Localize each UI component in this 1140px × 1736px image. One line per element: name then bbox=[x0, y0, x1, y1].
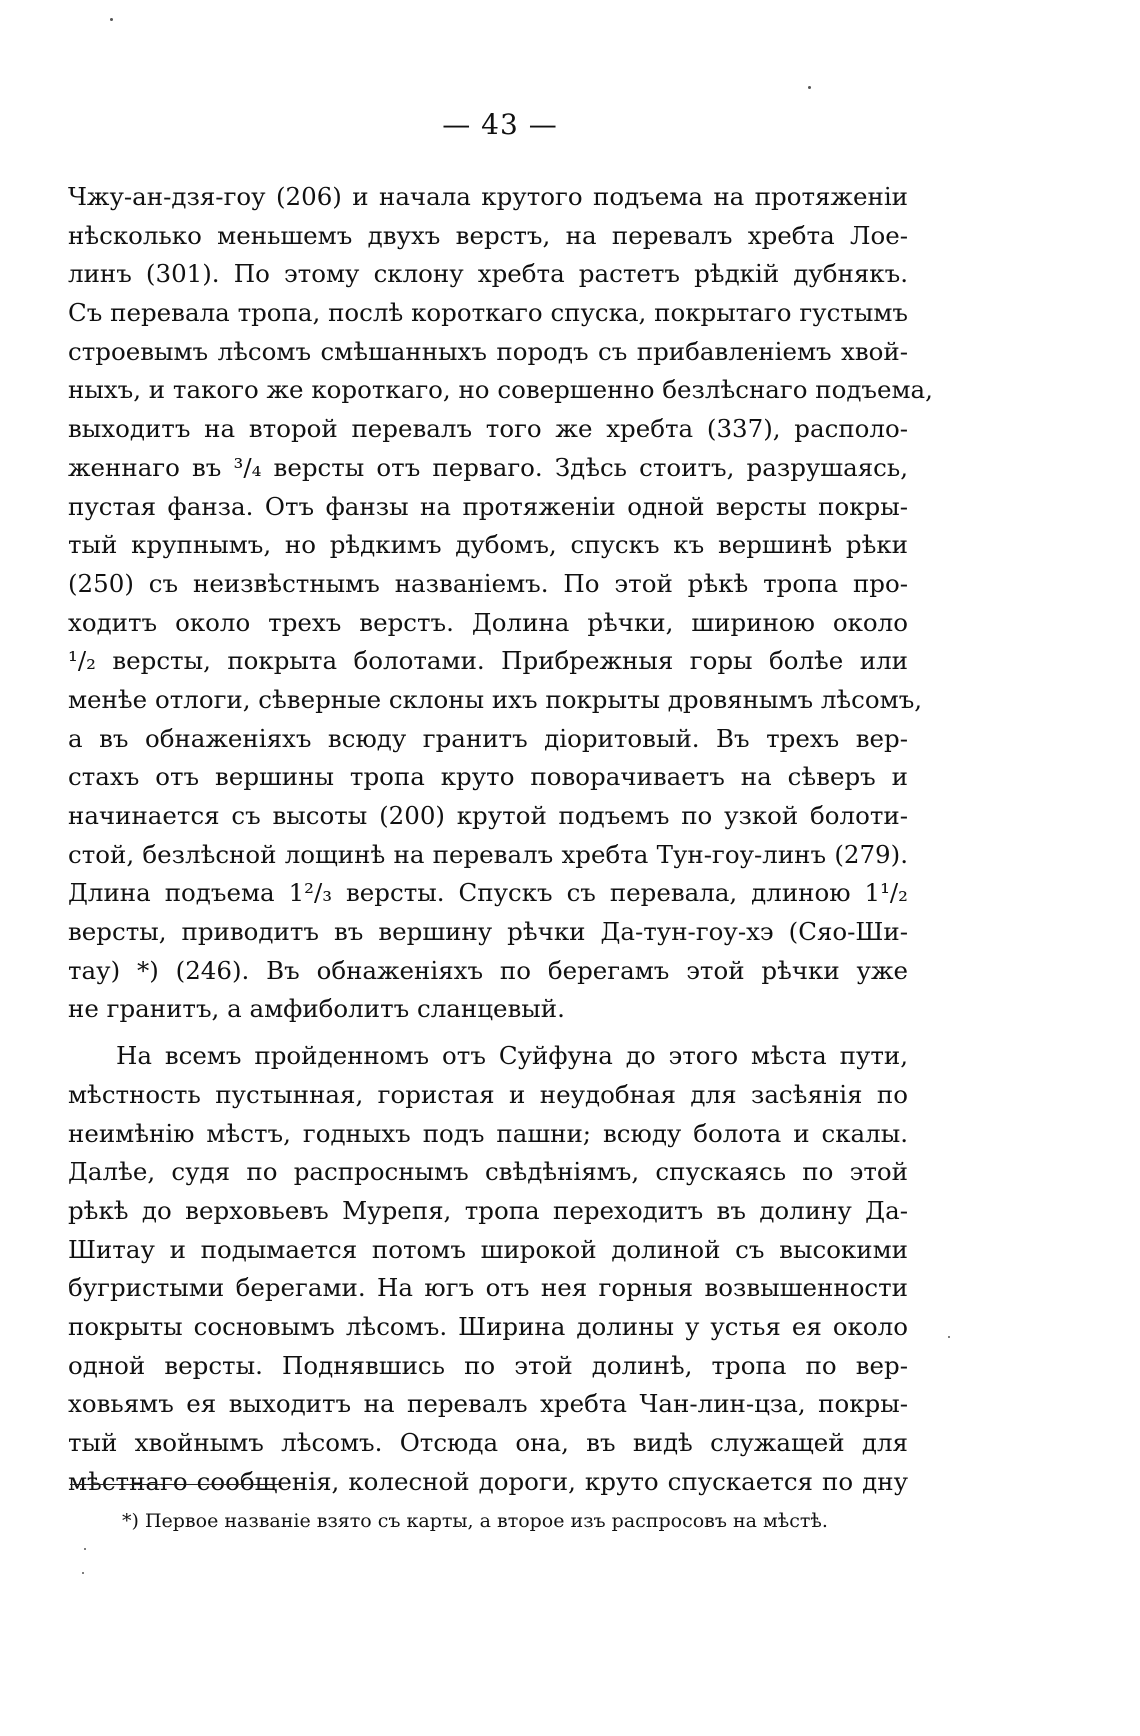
text-line: (250) съ неизвѣстнымъ названіемъ. По этой рѣкѣ тропа про- bbox=[68, 568, 908, 598]
scan-speck bbox=[948, 1336, 950, 1338]
footnote: *) Первое названіе взято съ карты, а второе изъ распросовъ на мѣстѣ. bbox=[122, 1510, 828, 1532]
text-line: рѣкѣ до верховьевъ Мурепя, тропа переходитъ въ долину Да- bbox=[68, 1195, 908, 1225]
paragraph-spacer bbox=[68, 1029, 908, 1037]
text-line: пустая фанза. Отъ фанзы на протяженіи одной версты покры- bbox=[68, 491, 908, 521]
text-line: выходитъ на второй перевалъ того же хребта (337), располо- bbox=[68, 414, 908, 444]
text-line: Съ перевала тропа, послѣ короткаго спуска, покрытаго густымъ bbox=[68, 298, 908, 328]
text-line: ховьямъ ея выходитъ на перевалъ хребта Чан-лин-цза, покры- bbox=[68, 1389, 908, 1419]
scan-speck bbox=[110, 18, 113, 21]
text-line: бугристыми берегами. На югъ отъ нея горныя возвышенности bbox=[68, 1273, 908, 1303]
scan-speck bbox=[84, 1548, 86, 1550]
text-line: женнаго въ ³/₄ версты отъ перваго. Здѣсь стоитъ, разрушаясь, bbox=[68, 452, 908, 482]
text-line: неимѣнію мѣстъ, годныхъ подъ пашни; всюду болота и скалы. bbox=[68, 1118, 908, 1148]
text-line: мѣстнаго сообщенія, колесной дороги, круто спускается по дну bbox=[68, 1466, 908, 1496]
text-line: не гранитъ, а амфиболитъ сланцевый. bbox=[68, 994, 565, 1024]
text-line: Далѣе, судя по распроснымъ свѣдѣніямъ, спускаясь по этой bbox=[68, 1157, 908, 1187]
scan-speck bbox=[808, 86, 811, 89]
text-line: тый крупнымъ, но рѣдкимъ дубомъ, спускъ къ вершинѣ рѣки bbox=[68, 530, 908, 560]
text-line: ныхъ, и такого же короткаго, но совершенно безлѣснаго подъема, bbox=[68, 375, 933, 405]
text-line: одной версты. Поднявшись по этой долинѣ, тропа по вер- bbox=[68, 1350, 908, 1380]
text-line: На всемъ пройденномъ отъ Суйфуна до этого мѣста пути, bbox=[116, 1041, 908, 1071]
text-line: начинается съ высоты (200) крутой подъемъ по узкой болоти- bbox=[68, 801, 908, 830]
paragraph-2 bbox=[68, 1037, 908, 1501]
text-line: тау) *) (246). Въ обнаженіяхъ по берегамъ этой рѣчки уже bbox=[68, 955, 908, 985]
text-line: ходитъ около трехъ верстъ. Долина рѣчки, шириною около bbox=[68, 607, 908, 637]
footnote-divider bbox=[70, 1484, 280, 1485]
text-line: Шитау и подымается потомъ широкой долиной съ высокими bbox=[68, 1234, 908, 1264]
paragraph-1 bbox=[68, 178, 933, 1029]
text-line: стахъ отъ вершины тропа круто поворачиваетъ на сѣверъ и bbox=[68, 762, 908, 792]
text-line: Чжу-ан-дзя-гоу (206) и начала крутого подъема на протяженіи bbox=[68, 182, 908, 211]
scan-speck bbox=[82, 1572, 84, 1574]
text-line: строевымъ лѣсомъ смѣшанныхъ породъ съ прибавленіемъ хвой- bbox=[68, 336, 908, 366]
text-line: ¹/₂ версты, покрыта болотами. Прибрежныя горы болѣе или bbox=[68, 646, 908, 676]
text-line: мѣстность пустынная, гористая и неудобная для засѣянія по bbox=[68, 1079, 908, 1109]
main-text bbox=[68, 178, 933, 1501]
text-line: нѣсколько меньшемъ двухъ верстъ, на перевалъ хребта Лое- bbox=[68, 220, 908, 250]
text-line: стой, безлѣсной лощинѣ на перевалъ хребта Тун-гоу-линъ (279). bbox=[68, 839, 908, 869]
text-line: покрыты сосновымъ лѣсомъ. Ширина долины у устья ея около bbox=[68, 1311, 908, 1341]
text-line: Длина подъема 1²/₃ версты. Спускъ съ перевала, длиною 1¹/₂ bbox=[68, 878, 908, 908]
text-line: а въ обнаженіяхъ всюду гранитъ діоритовый. Въ трехъ вер- bbox=[68, 723, 908, 753]
text-line: менѣе отлоги, сѣверные склоны ихъ покрыты дровянымъ лѣсомъ, bbox=[68, 684, 923, 714]
text-line: тый хвойнымъ лѣсомъ. Отсюда она, въ видѣ служащей для bbox=[68, 1428, 908, 1457]
text-line: линъ (301). По этому склону хребта растетъ рѣдкій дубнякъ. bbox=[68, 259, 908, 289]
text-line: версты, приводитъ въ вершину рѣчки Да-тун-гоу-хэ (Сяо-Ши- bbox=[68, 917, 908, 947]
page-number: — 43 — bbox=[442, 108, 558, 141]
